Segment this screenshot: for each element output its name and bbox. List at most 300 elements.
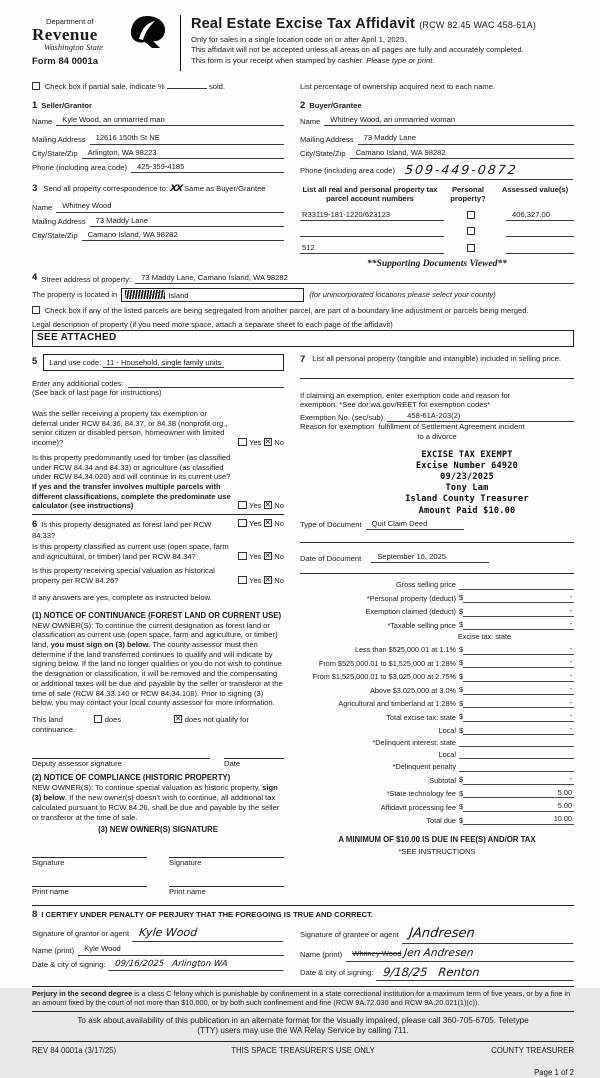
owner-signature-label: Signature	[32, 858, 65, 868]
question-timber-answers	[238, 501, 284, 511]
grantee-date-field[interactable]	[377, 965, 575, 981]
fee-dollar: $	[459, 698, 464, 708]
parcel-personal-checkbox[interactable]	[467, 211, 475, 219]
document-date-field[interactable]: September 16, 2025	[371, 552, 489, 563]
parcel-col-assessed: Assessed value(s)	[501, 185, 569, 195]
certify-statement: I CERTIFY UNDER PENALTY OF PERJURY THAT THE FOREGOING IS TRUE AND CORRECT.	[41, 909, 373, 919]
fee-value-field[interactable]	[459, 750, 574, 760]
fee-dollar: $	[459, 788, 464, 798]
correspondence-header	[32, 183, 284, 196]
grantee-print-field[interactable]	[346, 947, 574, 962]
question-current-use-text: Is this property classified as current use (open space, farm and agricultural, or timber) land per RCW 84.34?	[32, 542, 229, 561]
street-address-field[interactable]: 73 Maddy Lane, Camano Island, WA 98282	[135, 273, 574, 284]
historic-no-checkbox[interactable]	[264, 576, 272, 584]
logo-text-department: Department of	[46, 17, 94, 26]
notice2-body-1: NEW OWNER(S): To continue special valuation as historic property,	[32, 783, 263, 793]
grantee-signature-label: Signature of grantee or agent	[300, 930, 399, 940]
stamp-treasurer-name: Tony Lam	[445, 483, 489, 494]
legal-description-field[interactable]: SEE ATTACHED	[32, 330, 574, 347]
fee-dollar: $	[459, 606, 464, 616]
timber-no-checkbox[interactable]	[264, 501, 272, 509]
partial-sale-label: Check box if partial sale, indicate %	[44, 82, 165, 92]
parcel-personal-checkbox[interactable]	[467, 227, 475, 235]
no-label: No	[274, 519, 284, 529]
partial-sale-checkbox[interactable]	[32, 82, 40, 90]
form-number: Form 84 0001a	[32, 55, 99, 67]
parcel-row	[300, 243, 574, 254]
revenue-r-icon	[128, 15, 166, 49]
buyer-city-label: City/State/Zip	[300, 149, 346, 158]
fee-value-field[interactable]: 5.00	[463, 801, 574, 812]
parcel-personal-cell	[444, 227, 500, 237]
stamp-excise-tax-exempt: EXCISE TAX EXEMPT	[421, 449, 513, 460]
partial-sale-left	[32, 82, 284, 92]
buyer-mailing-label: Mailing Address	[300, 134, 354, 144]
seller-mailing-label: Mailing Address	[32, 134, 86, 144]
legal-description-label: Legal description of property (if you need more space, attach a separate sheet to each page of the affidavit)	[32, 319, 393, 329]
exemption-intro-1: If claiming an exemption, enter exemption code and reason for	[300, 390, 511, 400]
land-use-label: Land use code:	[49, 357, 102, 367]
parties-address-rows	[32, 130, 574, 270]
question-forest-label: Is this property designated as forest land per RCW 84.33?	[32, 520, 212, 541]
parcel-personal-cell	[444, 244, 500, 254]
yes-label: Yes	[249, 551, 262, 561]
owner-signature-row	[32, 848, 284, 868]
personal-property-row	[300, 354, 574, 366]
buyer-address-block	[300, 130, 574, 270]
continuance-row	[32, 715, 284, 725]
exemption-reason-value-2: to a divorce	[417, 432, 457, 442]
correspondence-mailing-field[interactable]: 73 Maddy Lane	[90, 216, 284, 227]
answers-yes-note: If any answers are yes, complete as instructed below.	[32, 592, 212, 602]
segregated-label: Check box if any of the listed parcels are being segregated from another parcel, are part of a boundary line adjustment or parcels being merged.	[44, 306, 529, 316]
fee-label: *Delinquent interest: state	[372, 738, 456, 748]
grantee-date-value: 9/18/25	[382, 964, 429, 979]
question-historic-text: Is this property receiving special valuation as historical property per RCW 84.26?	[32, 566, 215, 586]
document-type-field[interactable]: Quit Claim Deed	[366, 519, 464, 530]
fee-dollar: $	[459, 815, 464, 825]
seller-section-title: Seller/Grantor	[41, 100, 92, 110]
buyer-city-field[interactable]: Camano Island, WA 98282	[350, 148, 574, 159]
grantee-print-handwritten: Jen Andresen	[403, 946, 474, 959]
notice1-body	[32, 621, 284, 708]
deferral-no-checkbox[interactable]	[264, 438, 272, 446]
land-use-section-number: 5	[32, 356, 38, 368]
fee-value-field[interactable]: -	[463, 698, 574, 709]
grantee-certify-block	[300, 923, 574, 981]
correspondence-name-field[interactable]: Whitney Wood	[56, 201, 284, 212]
question-current-use-answers	[238, 552, 284, 562]
header-line2: This affidavit will not be accepted unless all areas on all pages are fully and accurately completed.	[191, 45, 524, 55]
header-line1: Only for sales in a single location code on or after April 1, 2025.	[191, 34, 407, 44]
fee-label: Local	[438, 750, 456, 760]
certify-section	[32, 905, 574, 981]
fee-value-field[interactable]: 5.00	[463, 788, 574, 799]
right-column	[300, 354, 574, 897]
correspondence-label: Send all property correspondence to:	[43, 183, 168, 193]
fee-value-field[interactable]: -	[463, 711, 574, 722]
timber-yes-checkbox[interactable]	[238, 501, 246, 509]
excise-tax-state-subhead: Excise tax: state	[457, 632, 512, 642]
grantee-city-value: Renton	[438, 964, 481, 979]
form-title-text: Real Estate Excise Tax Affidavit	[191, 16, 415, 32]
new-owner-signature-title: (3) NEW OWNER(S) SIGNATURE	[98, 825, 218, 835]
fee-value-field[interactable]: -	[463, 684, 574, 695]
grantor-print-label: Name (print)	[32, 945, 75, 955]
correspondence-name-label: Name	[32, 202, 53, 212]
property-located-label: The property is located in	[32, 290, 118, 300]
does-not-checkbox[interactable]	[174, 715, 182, 723]
deputy-date-label: Date	[224, 758, 241, 768]
yes-label: Yes	[249, 501, 262, 511]
section-6-number: 6	[32, 519, 38, 531]
parcel-personal-cell	[444, 211, 500, 221]
header-line3	[191, 56, 574, 66]
seller-phone-field[interactable]: 425-359-4185	[131, 162, 284, 173]
buyer-section-number: 2	[300, 99, 306, 111]
seller-phone-label: Phone (including area code)	[32, 163, 127, 173]
alt-format-paragraph	[32, 1016, 574, 1038]
stamp-date: 09/23/2025	[440, 472, 494, 483]
buyer-phone-label: Phone (including area code)	[300, 165, 395, 175]
does-option	[94, 715, 174, 725]
county-scribble	[125, 290, 165, 299]
grantee-print-struck: Whitney Wood	[352, 948, 402, 958]
does-checkbox[interactable]	[94, 715, 102, 723]
fee-label: Local	[438, 725, 456, 735]
notice1-body-bold: you must sign on (3) below.	[50, 640, 151, 650]
fee-dollar: $	[459, 645, 464, 655]
question-forest-answers	[238, 519, 284, 529]
seller-section-header	[32, 100, 284, 112]
fee-label: Subtotal	[429, 775, 456, 785]
fee-label: *Personal property (deduct)	[366, 593, 456, 603]
fee-value-field[interactable]: -	[463, 592, 574, 603]
footer-row	[32, 1041, 574, 1056]
fee-value-field[interactable]: -	[463, 774, 574, 785]
additional-codes-label: Enter any additional codes:	[32, 378, 124, 388]
owner-signature-field[interactable]	[169, 848, 284, 858]
partial-sale-suffix: sold.	[208, 82, 225, 92]
exemption-reason-row	[300, 422, 574, 432]
owner-signature-label: Signature	[169, 858, 202, 868]
fee-dollar: $	[459, 775, 464, 785]
fee-dollar: $	[459, 593, 464, 603]
ownership-note: List percentage of ownership acquired next to each name.	[300, 82, 496, 91]
fee-value-field[interactable]: -	[463, 606, 574, 617]
partial-sale-row	[32, 82, 574, 92]
perjury-paragraph	[32, 986, 574, 1012]
seller-name-label: Name	[32, 116, 53, 126]
street-address-row	[32, 272, 574, 284]
parcel-assessed-field[interactable]: 406,327.00	[506, 210, 574, 221]
parcel-assessed-field[interactable]	[506, 244, 574, 254]
header-line3-italic: Please type or print.	[366, 56, 435, 66]
notice2-title: (2) NOTICE OF COMPLIANCE (HISTORIC PROPERTY)	[32, 773, 231, 783]
no-label: No	[274, 551, 284, 561]
grantor-date-label: Date & city of signing:	[32, 959, 106, 969]
land-use-value-field[interactable]: 11 - Household, single family units	[103, 358, 224, 368]
perjury-rest: is a class C felony which is punishable by confinement in a state correctional institution for a maximum term of five years, or by a fine in an amount fixed by the court of not more than $10,000, or by both such confinement and fine (RCW 9A.72.030 and RCW 9A.20.021(1)(c)).	[32, 989, 571, 1008]
exemption-intro-2: exemption. *See dor.wa.gov/REET for exemption codes*	[300, 400, 491, 410]
question-timber-text	[32, 453, 233, 511]
personal-property-field[interactable]	[300, 366, 574, 379]
buyer-phone-field[interactable]: 509-449-0872	[398, 162, 575, 180]
exemption-reason-value-1[interactable]: fulfillment of Settlement Agreement incident	[378, 422, 525, 432]
grantee-print-label: Name (print)	[300, 949, 343, 959]
owner-print-field[interactable]	[169, 877, 284, 887]
segregated-checkbox[interactable]	[32, 306, 40, 314]
parties-name-row	[32, 112, 574, 126]
seller-mailing-field[interactable]: 12616 150th St NE	[90, 133, 284, 144]
perjury-bold: Perjury in the second degree	[32, 989, 133, 999]
stamp-amount-paid: Amount Paid $10.00	[418, 505, 516, 516]
fee-value-field[interactable]: -	[463, 724, 574, 735]
buyer-section-header	[300, 100, 574, 112]
question-historic-answers	[238, 576, 284, 586]
grantor-signature-label: Signature of grantor or agent	[32, 928, 130, 938]
seller-section-number: 1	[32, 99, 38, 111]
yes-label: Yes	[249, 519, 262, 529]
county-value: Island	[168, 290, 189, 300]
question-timber-normal: Is this property predominantly used for timber (as classified under RCW 84.34 and 84.33) or agriculture (as classified under RCW 84.34.020) and will continue in its current use?	[32, 452, 231, 482]
buyer-section-title: Buyer/Grantee	[309, 100, 362, 110]
deputy-date-block	[224, 749, 284, 769]
form-title	[191, 15, 574, 34]
deferral-yes-checkbox[interactable]	[238, 438, 246, 446]
owner-print-field[interactable]	[32, 877, 147, 887]
stamp-excise-number: Excise Number 64920	[415, 460, 519, 471]
seller-city-label: City/State/Zip	[32, 149, 78, 158]
land-use-row	[32, 354, 284, 372]
property-located-row	[32, 288, 574, 302]
correspondence-mailing-label: Mailing Address	[32, 217, 86, 227]
parcel-col-numbers: List all real and personal property tax parcel account numbers	[302, 185, 438, 203]
grantor-print-field[interactable]: Kyle Wood	[78, 944, 284, 955]
correspondence-city-field[interactable]: Camano Island, WA 98282	[82, 230, 284, 241]
fee-table	[300, 580, 574, 825]
fee-value-field[interactable]: -	[463, 619, 574, 630]
owner-print-label: Print name	[169, 886, 206, 896]
street-address-label: Street address of property:	[41, 274, 132, 284]
yes-label: Yes	[249, 438, 262, 448]
question-historic	[32, 566, 284, 585]
title-block	[191, 13, 574, 66]
buyer-name-label: Name	[300, 116, 321, 126]
left-column	[32, 354, 284, 897]
personal-property-label: List all personal property (tangible and intangible) included in selling price.	[312, 353, 561, 363]
document-date-label: Date of Document	[300, 553, 362, 563]
question-forest	[32, 519, 284, 541]
parties-headers	[32, 100, 574, 112]
buyer-name-field[interactable]: Whitney Wood, an unmarried woman	[324, 115, 574, 126]
continuance-label: continuance.	[32, 724, 76, 734]
fee-dollar: $	[459, 671, 464, 681]
land-use-box	[43, 354, 284, 372]
header-line3-normal: This form is your receipt when stamped by cashier.	[191, 56, 367, 66]
grantor-certify-block	[32, 923, 284, 981]
stamp-treasurer-title: Island County Treasurer	[405, 494, 529, 505]
fee-label: Gross selling price	[395, 580, 456, 590]
seller-name-field[interactable]: Kyle Wood, an unmarried man	[56, 115, 284, 126]
parcel-number-field[interactable]	[300, 227, 444, 237]
notice1-body-1: NEW OWNER(S): To continue the current designation as forest land or classification as current use (open space, farm and agriculture, or timber) land,	[32, 620, 278, 650]
document-type-label: Type of Document	[300, 520, 362, 530]
parcel-table-header	[300, 186, 574, 203]
grantee-date-label: Date & city of signing:	[300, 968, 374, 978]
certify-statement-row	[32, 909, 574, 921]
document-date-extra-line[interactable]	[300, 563, 574, 574]
partial-sale-percent-field[interactable]	[167, 88, 207, 89]
fee-value-field[interactable]	[459, 580, 574, 590]
certify-section-number: 8	[32, 908, 38, 920]
fee-label: Less than $525,000.01 at 1.1%	[354, 645, 456, 655]
fee-value-field[interactable]	[459, 738, 574, 748]
deputy-signature-block	[32, 749, 210, 769]
footer-county-treasurer: COUNTY TREASURER	[491, 1045, 574, 1055]
fee-dollar: $	[459, 620, 464, 630]
see-instructions-note: *SEE INSTRUCTIONS	[398, 847, 476, 857]
notice1-body-2: The county assessor must then determine if the land transferred continues to qualify and will indicate by signing below. If the land no longer qualifies or you do not wish to continue the designation or classification, it will be removed and the compensating or additional taxes will be due and payable by the seller or transferor at the time of sale (RCW 84.33.140 or RCW 84.34.108). Prior to signing (3) below, you may contact your local county assessor for more information.	[32, 640, 283, 708]
notice2-body-2: . If the new owner(s) doesn't wish to continue, all additional tax calculated pursuant to RCW 84.26, shall be due and payable by the seller or transferor at the time of sale.	[32, 793, 280, 822]
fee-label: Exemption claimed (deduct)	[365, 607, 456, 617]
no-label: No	[274, 501, 284, 511]
parcel-assessed-field[interactable]	[506, 227, 574, 237]
additional-codes-note: (See back of last page for instructions)	[32, 388, 162, 398]
fee-label: Agricultural and timberland at 1.28%	[338, 699, 456, 709]
forest-yes-checkbox[interactable]	[238, 519, 246, 527]
fee-value-field[interactable]: -	[463, 644, 574, 655]
fee-label: From $1,525,000.01 to $3,025,000 at 2.75%	[312, 672, 456, 682]
fee-label: Total due	[426, 815, 456, 825]
parcel-row	[300, 210, 574, 221]
question-deferral-text: Was the seller receiving a property tax exemption or deferral under RCW 84.36, 84.37, or 84.38 (nonprofit org., senior citizen or disabled person, homeowner with limited income)?	[32, 408, 228, 448]
county-select-field[interactable]	[121, 288, 304, 302]
property-section-number: 4	[32, 272, 38, 284]
parcel-number-field[interactable]: 512	[300, 243, 444, 254]
page-indicator: Page 1 of 2	[534, 1067, 574, 1077]
grantor-signature-field[interactable]: Kyle Wood	[132, 926, 285, 942]
owner-print-block-2	[169, 877, 284, 897]
fee-value-field[interactable]	[459, 762, 574, 772]
owner-print-row	[32, 877, 284, 897]
parcel-personal-checkbox[interactable]	[467, 244, 475, 252]
does-not-option	[174, 715, 249, 725]
this-land-label: This land	[32, 715, 63, 725]
seller-address-block	[32, 130, 284, 270]
footer-rev-number: REV 84 0001a (3/17/25)	[32, 1045, 117, 1055]
question-timber-bold: If yes and the transfer involves multiple parcels with different classifications, complete the predominate use calculator (see instructions)	[32, 482, 231, 511]
document-type-extra-line[interactable]	[300, 530, 574, 543]
parcel-number-field[interactable]: R33119-181-1220/623123	[300, 210, 444, 221]
parcel-row	[300, 227, 574, 237]
fee-dollar: $	[459, 685, 464, 695]
question-current-use	[32, 542, 284, 561]
question-deferral	[32, 409, 284, 448]
question-timber	[32, 453, 284, 515]
buyer-mailing-field[interactable]: 73 Maddy Lane	[358, 133, 574, 144]
header-divider	[180, 15, 181, 71]
fee-value-field[interactable]: -	[463, 657, 574, 668]
fee-label: *State technology fee	[386, 789, 456, 799]
fee-dollar: $	[459, 658, 464, 668]
correspondence-checkbox-mark[interactable]: XX	[169, 183, 183, 194]
parcel-col-personal: Personal property?	[450, 185, 486, 203]
alt-format-line2: (TTY) users may use the WA Relay Service by calling 711.	[197, 1026, 409, 1036]
grantee-signature-field[interactable]: JAndresen	[402, 926, 575, 944]
additional-codes-field[interactable]	[128, 378, 284, 388]
form-title-rcw: (RCW 82.45 WAC 458-61A)	[419, 20, 537, 30]
does-label: does	[104, 715, 122, 725]
supporting-documents-stamp: **Supporting Documents Viewed**	[367, 259, 507, 270]
grantor-city-value: Arlington WA	[172, 958, 229, 969]
notice2-body	[32, 783, 284, 822]
current-use-yes-checkbox[interactable]	[238, 552, 246, 560]
deputy-signature-row	[32, 749, 284, 769]
fee-label: *Taxable selling price	[387, 620, 456, 630]
fee-value-field[interactable]: -	[463, 671, 574, 682]
deputy-signature-label: Deputy assessor signature	[32, 758, 122, 768]
seller-city-field[interactable]: Arlington, WA 98223	[82, 148, 284, 159]
historic-yes-checkbox[interactable]	[238, 576, 246, 584]
dor-logo	[32, 13, 180, 68]
correspondence-section-number: 3	[32, 182, 38, 194]
unincorporated-note: (for unincorporated locations please select your county)	[309, 290, 496, 300]
exemption-no-field[interactable]: 458-61A-203(2)	[387, 411, 574, 422]
fee-dollar: $	[459, 725, 464, 735]
deputy-date-field[interactable]	[224, 749, 284, 759]
fee-dollar: $	[459, 802, 464, 812]
correspondence-city-label: City/State/Zip	[32, 231, 78, 241]
question-deferral-answers	[238, 438, 284, 448]
owner-signature-block-2	[169, 848, 284, 868]
owner-signature-field[interactable]	[32, 848, 147, 858]
form-header	[32, 13, 574, 75]
grantor-date-field[interactable]	[109, 959, 285, 971]
question-forest-text	[32, 519, 233, 541]
forest-no-checkbox[interactable]	[264, 519, 272, 527]
exemption-no-label: Exemption No. (sec/sub)	[300, 412, 384, 422]
current-use-no-checkbox[interactable]	[264, 552, 272, 560]
no-label: No	[274, 438, 284, 448]
deputy-signature-field[interactable]	[32, 749, 210, 759]
personal-property-section-number: 7	[300, 353, 306, 365]
fee-label: Total excise tax: state	[386, 712, 456, 722]
segregated-row	[32, 306, 574, 316]
yes-label: Yes	[249, 576, 262, 586]
fee-label: *Delinquent penalty	[392, 762, 456, 772]
treasurer-stamp	[360, 450, 574, 517]
correspondence-same-as-label: Same as Buyer/Grantee	[184, 183, 266, 193]
notice2-body-bold: sign (3) below	[32, 783, 278, 803]
owner-print-block-1	[32, 877, 147, 897]
exemption-intro	[300, 391, 574, 410]
fee-dollar: $	[459, 712, 464, 722]
minimum-due-note: A MINIMUM OF $10.00 IS DUE IN FEE(S) AND/OR TAX	[338, 835, 536, 845]
fee-label: From $525,000.01 to $1,525,000 at 1.28%	[318, 658, 456, 668]
fee-label: Affidavit processing fee	[380, 802, 456, 812]
fee-value-field[interactable]: 10.00	[463, 814, 574, 825]
owner-signature-block-1	[32, 848, 147, 868]
notice1-title: (1) NOTICE OF CONTINUANCE (FOREST LAND OR CURRENT USE)	[32, 610, 282, 620]
exemption-reason-label: Reason for exemption	[300, 422, 375, 432]
logo-text-revenue: Revenue	[32, 24, 98, 44]
no-label: No	[274, 576, 284, 586]
logo-text-washington-state: Washington State	[44, 41, 103, 52]
does-not-label: does not qualify for	[184, 715, 249, 725]
fee-label: Above $3,025,000 at 3.0%	[369, 685, 456, 695]
owner-print-label: Print name	[32, 886, 69, 896]
